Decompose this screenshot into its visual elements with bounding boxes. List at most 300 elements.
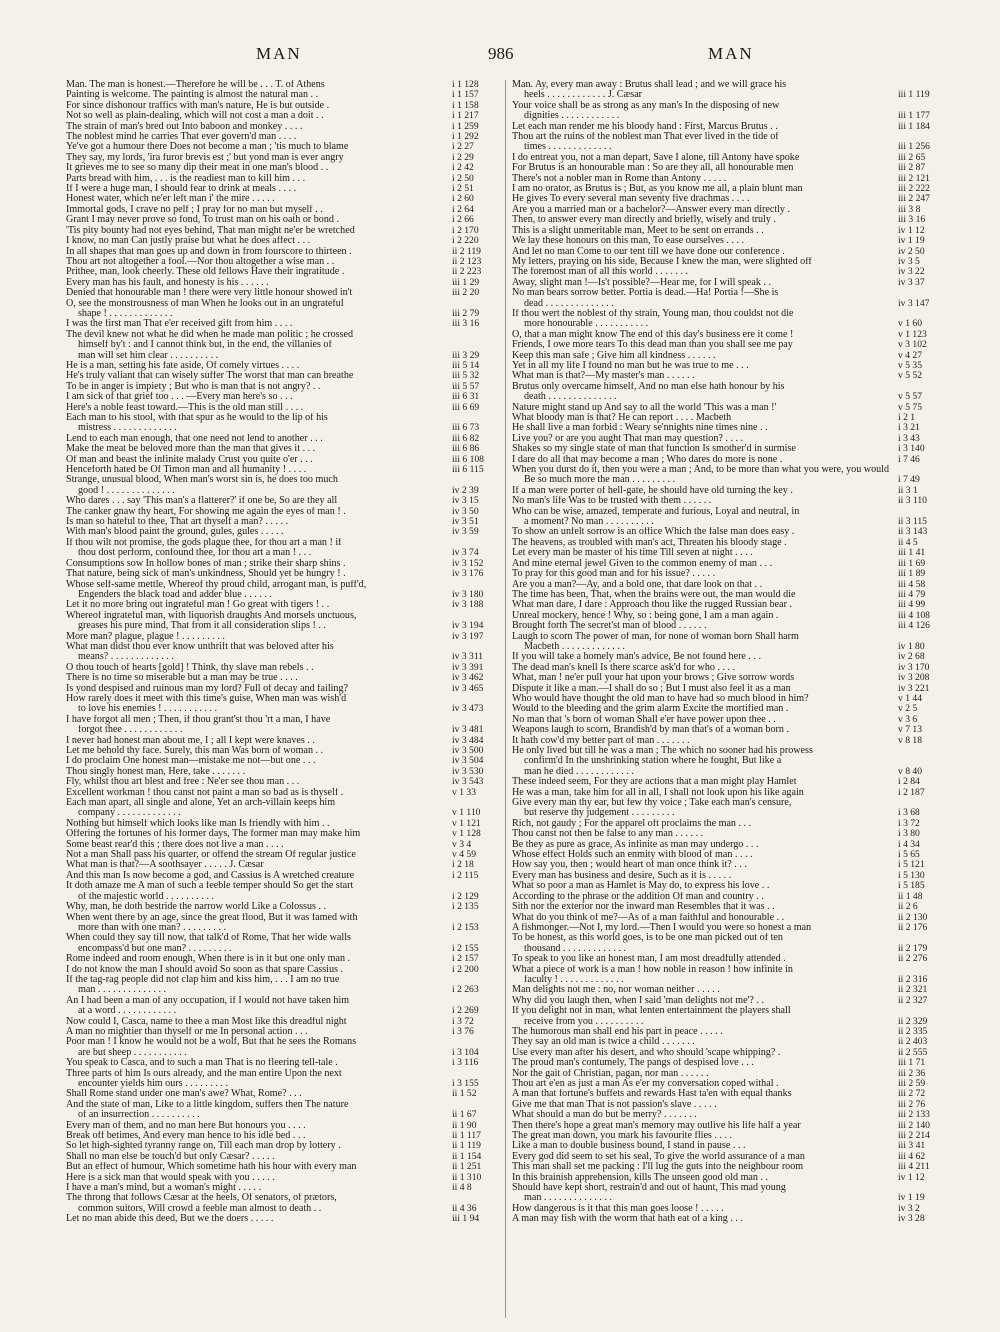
entry-text: Some beast rear'd this ; there does not live a man . . . . [66, 839, 284, 850]
entry-text: Keep this man safe ; Give him all kindness . . . . . . [512, 350, 716, 361]
entry-text: man . . . . . . . . . . . . . . [78, 985, 167, 996]
entry-reference: ii 2 176 [898, 921, 928, 933]
entry-text: Each man to his stool, with that spur as he would to the lip of his [66, 413, 328, 423]
concordance-entry [66, 1121, 498, 1131]
concordance-entry [66, 455, 498, 465]
entry-reference: i 1 157 [452, 89, 479, 101]
concordance-entry [66, 788, 498, 798]
concordance-entry [512, 1173, 944, 1183]
concordance-entry [66, 267, 498, 277]
concordance-entry [512, 954, 944, 964]
entry-text: Laugh to scorn The power of man, for none of woman born Shall harm [512, 631, 799, 642]
entry-reference: iii 1 184 [898, 120, 930, 132]
entry-text: Is man so hateful to thee, That art thyself a man? . . . . . [66, 517, 289, 528]
entry-reference: i 2 153 [452, 921, 479, 933]
entry-text: He gives To every several man seventy five drachmas . . . . [512, 194, 750, 205]
entry-text: of the majestic world . . . . . . . . . . [78, 891, 214, 902]
entry-reference: iii 2 214 [898, 1130, 930, 1142]
entry-reference: v 7 13 [898, 724, 922, 736]
entry-text: Thou art e'en as just a man As e'er my conversation coped withal . [512, 1079, 779, 1089]
concordance-entry [512, 1069, 944, 1079]
concordance-entry [512, 871, 944, 881]
entry-reference: ii 2 316 [898, 973, 928, 985]
entry-text: Like a man to double business bound, I stand in pause . . . [512, 1141, 746, 1152]
entry-reference: iv 3 481 [452, 724, 484, 736]
entry-text: heels . . . . . . . . . . . . J. Cæsar [524, 90, 643, 101]
entry-text: What a piece of work is a man ! how noble in reason ! how infinite in [512, 964, 793, 975]
entry-reference: v 1 110 [452, 807, 481, 819]
entry-text: Should have kept short, restrain'd and out of haunt, This mad young [512, 1183, 786, 1194]
concordance-entry [512, 673, 944, 683]
concordance-entry [66, 652, 498, 662]
entry-reference: iv 1 19 [898, 235, 925, 247]
concordance-entry [512, 486, 944, 496]
entry-text: Man. The man is honest.—Therefore he will be . . . T. of Athens [66, 80, 325, 90]
entry-text: Prithee, man, look cheerly. These old fellows Have their ingratitude . [66, 267, 345, 278]
entry-reference: iv 3 74 [452, 547, 479, 559]
entry-reference: ii 3 110 [898, 495, 927, 507]
entry-reference: ii 3 115 [898, 516, 927, 528]
entry-reference: iv 3 59 [452, 526, 479, 538]
entry-reference: iv 3 504 [452, 755, 484, 767]
concordance-entry [512, 1152, 944, 1162]
concordance-entry [66, 1131, 498, 1141]
entry-reference: i 2 66 [452, 214, 474, 226]
concordance-entry [512, 226, 944, 236]
entry-text: The dead man's knell Is there scarce ask'd for who . . . . [512, 662, 736, 673]
concordance-entry [512, 798, 944, 808]
entry-text: What do you think of me?—As of a man faithful and honourable . . [512, 912, 785, 923]
concordance-entry [512, 684, 944, 694]
entry-reference: i 3 21 [898, 422, 920, 434]
entry-reference: ii 2 6 [898, 901, 918, 913]
entry-reference: iv 3 462 [452, 672, 484, 684]
entry-text: Rome indeed and room enough, When there is in it but one only man . [66, 954, 351, 965]
entry-text: With man's blood paint the ground, gules, gules . . . . . [66, 527, 284, 538]
entry-text: Here's a noble feast toward.—This is the old man still . . . . [66, 402, 304, 413]
entry-reference: ii 4 5 [898, 536, 918, 548]
concordance-entry [66, 954, 498, 964]
entry-text: Yet in all my life I found no man but he was true to me . . . [512, 360, 749, 371]
entry-reference: iii 4 126 [898, 620, 930, 632]
entry-text: To show an unfelt sorrow is an office Which the false man does easy . [512, 527, 795, 538]
entry-text: Thou singly honest man, Here, take . . . . . . . [66, 766, 246, 777]
entry-reference: iii 4 79 [898, 588, 926, 600]
entry-reference: ii 2 321 [898, 984, 928, 996]
entry-text: They say an old man is twice a child . . . . . . . [512, 1037, 695, 1048]
running-head-right: MAN [708, 44, 754, 63]
entry-text: So let high-sighted tyranny range on, Till each man drop by lottery . [66, 1141, 341, 1152]
entry-text: Would to the bleeding and the grim alarm Excite the mortified man . [512, 704, 789, 715]
entry-text: I do entreat you, not a man depart, Save I alone, till Antony have spoke [512, 152, 800, 163]
entry-text: The throng that follows Cæsar at the heels, Of senators, of prætors, [66, 1193, 337, 1204]
entry-text: That nature, being sick of man's unkindness, Should yet be hungry ! . [66, 569, 346, 580]
entry-reference: iii 1 69 [898, 557, 926, 569]
entry-text: more than with one man? . . . . . . . . . [78, 922, 227, 933]
concordance-entry [66, 382, 498, 392]
entry-reference: iv 3 208 [898, 672, 930, 684]
entry-text: It doth amaze me A man of such a feeble temper should So get the start [66, 881, 354, 892]
entry-reference: i 3 76 [452, 1025, 474, 1037]
concordance-entry [66, 860, 498, 870]
entry-reference: iii 2 72 [898, 1088, 926, 1100]
page-header [60, 44, 940, 70]
concordance-entry [512, 944, 944, 954]
entry-reference: ii 1 119 [452, 1140, 481, 1152]
concordance-entry [66, 257, 498, 267]
entry-text: What should a man do but be merry? . . . . . . . [512, 1110, 697, 1121]
concordance-entry [66, 1162, 498, 1172]
entry-text: Strange, unusual blood, When man's worst sin is, he does too much [66, 475, 338, 486]
entry-text: at a word . . . . . . . . . . . . [78, 1006, 177, 1017]
entry-text: man will set him clear . . . . . . . . . . [78, 350, 219, 361]
right-column [512, 80, 944, 1320]
entry-reference: i 1 292 [452, 131, 479, 143]
entry-text: If a man were porter of hell-gate, he should have old turning the key . [512, 485, 793, 496]
entry-reference: iii 6 108 [452, 453, 484, 465]
entry-text: Now could I, Casca, name to thee a man Most like this dreadful night [66, 1016, 347, 1027]
entry-text: means? . . . . . . . . . . . . . [78, 652, 174, 663]
entry-reference: ii 2 223 [452, 266, 482, 278]
entry-reference: i 1 128 [452, 80, 479, 90]
entry-reference: v 8 40 [898, 765, 922, 777]
concordance-entry [66, 819, 498, 829]
entry-reference: iii 1 256 [898, 141, 930, 153]
entry-text: What, man ! ne'er pull your hat upon your brows ; Give sorrow words [512, 673, 795, 684]
entry-reference: i 2 200 [452, 963, 479, 975]
entry-text: Let me behold thy face. Surely, this man Was born of woman . . [66, 746, 324, 756]
concordance-entry [512, 1121, 944, 1131]
concordance-entry [66, 184, 498, 194]
entry-text: Whose effect Holds such an enmity with blood of man . . . . [512, 850, 753, 861]
entry-reference: iii 1 94 [452, 1213, 480, 1225]
concordance-entry [66, 403, 498, 413]
concordance-entry [512, 548, 944, 558]
entry-reference: iv 3 22 [898, 266, 925, 278]
entry-text: When went there by an age, since the great flood, But it was famed with [66, 912, 358, 923]
concordance-entry [512, 1006, 944, 1016]
concordance-entry [512, 1058, 944, 1068]
concordance-entry [66, 704, 498, 714]
concordance-entry [512, 632, 944, 642]
entry-text: Shall Rome stand under one man's awe? What, Rome? . . . [66, 1089, 302, 1100]
concordance-entry [66, 278, 498, 288]
concordance-entry [512, 611, 944, 621]
entry-reference: ii 3 143 [898, 526, 928, 538]
entry-text: man . . . . . . . . . . . . . . [524, 1193, 613, 1204]
entry-text: Painting is welcome. The painting is almost the natural man . . [66, 90, 319, 101]
entry-reference: iii 1 119 [898, 89, 930, 101]
entry-text: forgot thee . . . . . . . . . . . . [78, 725, 183, 736]
entry-text: You speak to Casca, and to such a man That is no fleering tell-tale . [66, 1058, 338, 1069]
entry-reference: iv 3 5 [898, 255, 920, 267]
entry-reference: iii 6 31 [452, 391, 480, 403]
entry-reference: ii 3 1 [898, 484, 918, 496]
concordance-entry [66, 90, 498, 100]
concordance-entry [512, 194, 944, 204]
entry-text: Every man has his fault, and honesty is his . . . . . . [66, 277, 269, 288]
entry-text: Away, slight man !—Is't possible?—Hear me, for I will speak . . [512, 277, 771, 288]
concordance-entry [512, 80, 944, 90]
concordance-entry [512, 423, 944, 433]
concordance-entry [66, 767, 498, 777]
entry-text: For since dishonour traffics with man's nature, He is but outside . [66, 100, 330, 111]
entry-text: dead . . . . . . . . . . . . . . [524, 298, 614, 309]
entry-reference: iv 3 194 [452, 620, 484, 632]
concordance-entry [66, 163, 498, 173]
entry-reference: iv 1 80 [898, 640, 925, 652]
entry-text: But an effect of humour, Which sometime hath his hour with every man [66, 1162, 357, 1173]
concordance-entry [512, 704, 944, 714]
concordance-entry [66, 725, 498, 735]
entry-reference: iv 3 543 [452, 776, 484, 788]
entry-reference: i 3 116 [452, 1057, 479, 1069]
entry-text: Lend to each man enough, that one need not lend to another . . . [66, 433, 323, 444]
concordance-entry [512, 299, 944, 309]
entry-text: of an insurrection . . . . . . . . . . [78, 1110, 200, 1121]
entry-text: Man. Ay, every man away : Brutus shall lead ; and we will grace his [512, 80, 787, 90]
entry-text: No man's life Was to be trusted with them . . . . . . [512, 496, 712, 507]
concordance-entry [512, 205, 944, 215]
entry-reference: i 2 155 [452, 942, 479, 954]
entry-text: Each man apart, all single and alone, Yet an arch-villain keeps him [66, 798, 336, 809]
concordance-entry [66, 1173, 498, 1183]
entry-text: Why did you laugh then, when I said 'man delights not me'? . . [512, 995, 765, 1006]
entry-text: What man didst thou ever know unthrift that was beloved after his [66, 641, 334, 652]
entry-reference: v 1 33 [452, 786, 476, 798]
entry-text: What man dare, I dare : Approach thou like the rugged Russian bear . [512, 600, 793, 611]
entry-text: Denied that honourable man ! there were very little honour showed in't [66, 288, 353, 299]
column-divider [505, 80, 506, 1318]
entry-reference: iv 3 221 [898, 682, 930, 694]
entry-reference: i 2 60 [452, 193, 474, 205]
concordance-entry [512, 1017, 944, 1027]
concordance-entry [512, 642, 944, 652]
entry-reference: i 7 49 [898, 474, 920, 486]
entry-reference: iv 3 500 [452, 745, 484, 756]
entry-reference: iv 3 50 [452, 505, 479, 517]
entry-reference: iii 3 29 [452, 349, 480, 361]
entry-text: According to the phrase or the addition Of man and country . . [512, 891, 764, 902]
entry-reference: i 7 46 [898, 453, 920, 465]
entry-reference: ii 1 310 [452, 1171, 482, 1183]
concordance-entry [66, 465, 498, 475]
concordance-entry [66, 122, 498, 132]
concordance-entry [512, 559, 944, 569]
entry-reference: iii 6 69 [452, 401, 480, 413]
entry-text: Be so much more the man . . . . . . . . . [524, 475, 676, 486]
concordance-entry [512, 913, 944, 923]
concordance-entry [66, 756, 498, 766]
entry-reference: i 2 1 [898, 412, 916, 423]
concordance-entry [512, 621, 944, 631]
entry-reference: ii 4 8 [452, 1182, 472, 1194]
concordance-entry [66, 975, 498, 985]
concordance-entry [66, 517, 498, 527]
entry-text: Three parts of him Is ours already, and the man entire Upon the next [66, 1068, 342, 1079]
concordance-entry [66, 923, 498, 933]
concordance-entry [66, 1048, 498, 1058]
entry-reference: ii 2 555 [898, 1046, 928, 1058]
entry-reference: iii 2 76 [898, 1098, 926, 1110]
entry-reference: ii 2 276 [898, 953, 928, 965]
concordance-entry [66, 111, 498, 121]
entry-text: The foremost man of all this world . . . . . . . [512, 267, 689, 278]
concordance-entry [66, 663, 498, 673]
concordance-entry [512, 923, 944, 933]
entry-reference: iii 2 36 [898, 1067, 926, 1079]
concordance-entry [512, 1141, 944, 1151]
concordance-entry [512, 215, 944, 225]
concordance-entry [512, 101, 944, 111]
concordance-entry [66, 1100, 498, 1110]
concordance-entry [512, 330, 944, 340]
left-column [66, 80, 498, 1320]
entry-reference: i 2 115 [452, 869, 479, 881]
concordance-entry [66, 299, 498, 309]
entry-reference: i 1 259 [452, 120, 479, 132]
entry-reference: iv 2 50 [898, 245, 925, 257]
concordance-entry [66, 413, 498, 423]
entry-reference: ii 1 251 [452, 1161, 482, 1173]
concordance-entry [512, 413, 944, 423]
concordance-entry [512, 90, 944, 100]
concordance-entry [512, 403, 944, 413]
entry-reference: i 3 72 [898, 817, 920, 829]
entry-reference: i 2 50 [452, 172, 474, 184]
entry-text: Brutus only overcame himself, And no man else hath honour by his [512, 381, 785, 392]
concordance-entry [66, 871, 498, 881]
entry-text: The strain of man's bred out Into baboon and monkey . . . . [66, 121, 303, 132]
concordance-entry [512, 257, 944, 267]
entry-reference: v 1 123 [898, 328, 927, 340]
concordance-entry [512, 392, 944, 402]
concordance-entry [66, 1079, 498, 1089]
entry-text: The great man down, you mark his favourite flies . . . . [512, 1131, 733, 1142]
concordance-entry [66, 142, 498, 152]
concordance-entry [66, 226, 498, 236]
entry-text: Here is a sick man that would speak with you . . . . . [66, 1172, 275, 1183]
entry-text: It grieves me to see so many dip their meat in one man's blood . . [66, 163, 329, 174]
entry-reference: i 2 29 [452, 151, 474, 163]
concordance-entry [66, 434, 498, 444]
concordance-entry [66, 486, 498, 496]
entry-reference: i 3 80 [898, 828, 920, 840]
entry-text: thousand . . . . . . . . . . . . . [524, 943, 627, 954]
entry-reference: i 5 185 [898, 880, 925, 892]
entry-reference: ii 4 36 [452, 1202, 477, 1214]
concordance-entry [512, 1131, 944, 1141]
entry-reference: v 3 102 [898, 339, 927, 351]
concordance-entry [66, 319, 498, 329]
entry-text: The humorous man shall end his part in peace . . . . . [512, 1026, 723, 1037]
entry-reference: iii 3 8 [898, 203, 921, 215]
entry-text: Give every man thy ear, but few thy voice ; Take each man's censure, [512, 798, 792, 809]
entry-reference: iii 4 108 [898, 609, 930, 621]
entry-reference: i 2 27 [452, 141, 474, 153]
entry-reference: iv 3 37 [898, 276, 925, 288]
concordance-entry [66, 215, 498, 225]
entry-reference: iii 2 65 [898, 151, 926, 163]
concordance-entry [512, 475, 944, 485]
entry-text: Give me that man That is not passion's slave . . . . . [512, 1099, 717, 1110]
entry-text: What man is that?—A soothsayer . . . . . J. Cæsar [66, 860, 264, 871]
entry-text: What man is that?—My master's man . . . . . . [512, 371, 695, 382]
entry-reference: iv 3 484 [452, 734, 484, 746]
entry-reference: iv 3 15 [452, 495, 479, 507]
entry-text: Every god did seem to set his seal, To give the world assurance of a man [512, 1151, 805, 1162]
entry-text: To speak to you like an honest man, I am most dreadfully attended . [512, 954, 786, 965]
entry-text: Let no man abide this deed, But we the doers . . . . . [66, 1214, 274, 1225]
entry-text: Man delights not me : no, nor woman neither . . . . . [512, 985, 720, 996]
concordance-entry [66, 132, 498, 142]
entry-reference: i 2 220 [452, 235, 479, 247]
concordance-entry [66, 902, 498, 912]
concordance-entry [512, 808, 944, 818]
entry-reference: iv 3 180 [452, 588, 484, 600]
entry-text: greases his pure mind, That from it all consideration slips ! . . [78, 621, 326, 632]
entry-text: Are you a man?—Ay, and a bold one, that dare look on that . . [512, 579, 763, 590]
concordance-entry [512, 580, 944, 590]
entry-text: The noblest mind he carries That ever govern'd man . . . . [66, 132, 297, 143]
entry-reference: i 2 187 [898, 786, 925, 798]
entry-text: In this brainish apprehension, kills The unseen good old man . . [512, 1172, 769, 1183]
entry-reference: iii 6 73 [452, 422, 480, 434]
concordance-entry [512, 351, 944, 361]
entry-text: Thou art not altogether a fool.—Nor thou altogether a wise man . . [66, 256, 335, 267]
entry-reference: iii 5 32 [452, 370, 480, 382]
entry-text: Unreal mockery, hence ! Why, so : being gone, I am a man again . [512, 610, 779, 621]
concordance-entry [512, 1110, 944, 1120]
entry-text: Brought forth The secret'st man of blood . . . . . . [512, 621, 707, 632]
entry-text: faculty ! . . . . . . . . . . . . . [524, 974, 624, 985]
concordance-entry [512, 496, 944, 506]
entry-text: Are you a married man or a bachelor?—Answer every man directly . [512, 204, 791, 215]
concordance-entry [66, 1110, 498, 1120]
entry-text: And this man Is now become a god, and Cassius is A wretched creature [66, 870, 355, 881]
concordance-entry [66, 507, 498, 517]
entry-text: These indeed seem, For they are actions that a man might play Hamlet [512, 777, 797, 788]
entry-reference: v 1 44 [898, 692, 922, 704]
concordance-entry [66, 632, 498, 642]
concordance-entry [512, 247, 944, 257]
entry-reference: i 3 68 [898, 807, 920, 819]
entry-text: No man bears sorrow better. Portia is dead.—Ha! Portia !—She is [512, 288, 779, 299]
concordance-entry [66, 808, 498, 818]
entry-text: are but sheep . . . . . . . . . . . [78, 1047, 187, 1058]
concordance-entry [512, 517, 944, 527]
entry-reference: iv 3 465 [452, 682, 484, 694]
entry-text: The canker gnaw thy heart, For showing me again the eyes of man ! . [66, 506, 346, 517]
concordance-entry [66, 1141, 498, 1151]
entry-text: They say, my lords, 'ira furor brevis est ;' but yond man is ever angry [66, 152, 344, 163]
entry-reference: ii 1 67 [452, 1109, 477, 1121]
entry-text: Use every man after his desert, and who should 'scape whipping? . [512, 1047, 781, 1058]
entry-text: receive from you . . . . . . . . . . [524, 1016, 644, 1027]
concordance-entry [512, 455, 944, 465]
concordance-entry [66, 621, 498, 631]
entry-text: I do not know the man I should avoid So soon as that spare Cassius . [66, 964, 343, 975]
entry-text: but reserve thy judgement . . . . . . . . . [524, 808, 675, 819]
concordance-entry [512, 975, 944, 985]
concordance-entry [512, 309, 944, 319]
entry-reference: iii 2 59 [898, 1078, 926, 1089]
concordance-entry [66, 340, 498, 350]
entry-reference: iii 1 177 [898, 110, 930, 122]
concordance-entry [66, 673, 498, 683]
entry-text: I know, no man Can justly praise but what he does affect . . . [66, 236, 311, 247]
entry-text: Grant I may never prove so fond, To trust man on his oath or bond . [66, 215, 339, 226]
